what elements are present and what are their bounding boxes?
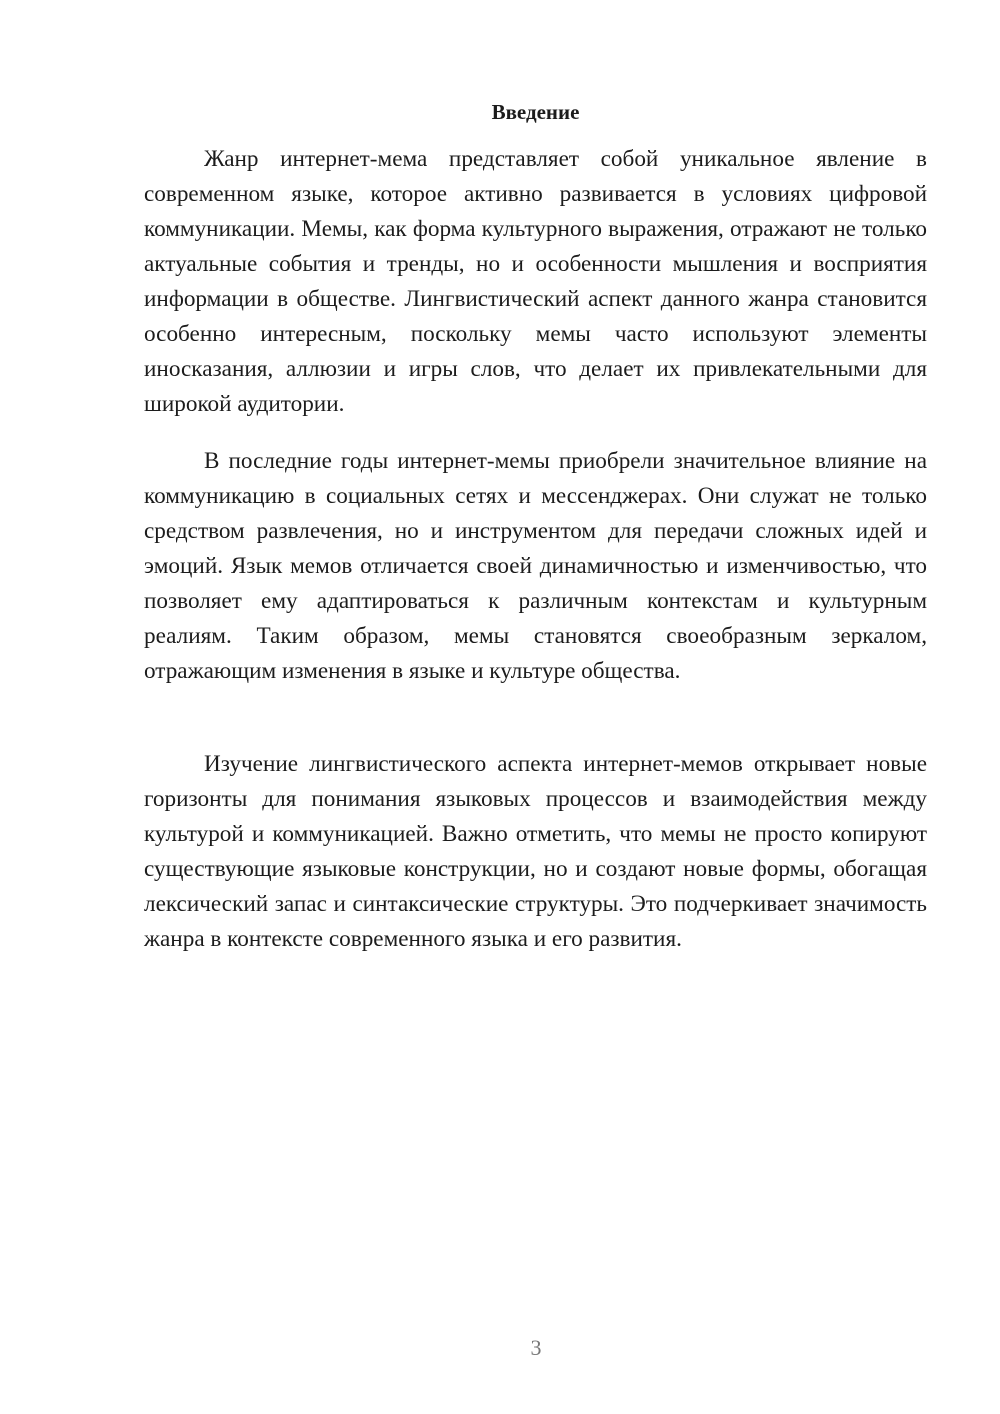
section-heading: Введение xyxy=(491,100,580,124)
page-number: 3 xyxy=(530,1335,542,1360)
paragraph-1: Жанр интернет-мема представляет собой уникальное явление в современном языке, которое активно развивается в условиях цифровой коммуникации. Мемы, как форма культурного выражения, отражают не только актуальные события и тренды, но и особенности мышления и восприятия информации в обществе. Лингвистический аспект данного жанра становится особенно интересным, поскольку мемы часто используют элементы иносказания, аллюзии и игры слов, что делает их привлекательными для широкой аудитории. xyxy=(144,146,927,417)
paragraph-3: Изучение лингвистического аспекта интернет-мемов открывает новые горизонты для понимания языковых процессов и взаимодействия между культурой и коммуникацией. Важно отметить, что мемы не просто копируют существующие языковые конструкции, но и создают новые формы, обогащая лексический запас и синтаксические структуры. Это подчеркивает значимость жанра в контексте современного языка и его развития. xyxy=(144,751,927,952)
paragraph-2: В последние годы интернет-мемы приобрели значительное влияние на коммуникацию в социальных сетях и мессенджерах. Они служат не только средством развлечения, но и инструментом для передачи сложных идей и эмоций. Язык мемов отличается своей динамичностью и изменчивостью, что позволяет ему адаптироваться к различным контекстам и культурным реалиям. Таким образом, мемы становятся своеобразным зеркалом, отражающим изменения в языке и культуре общества. xyxy=(144,448,927,684)
